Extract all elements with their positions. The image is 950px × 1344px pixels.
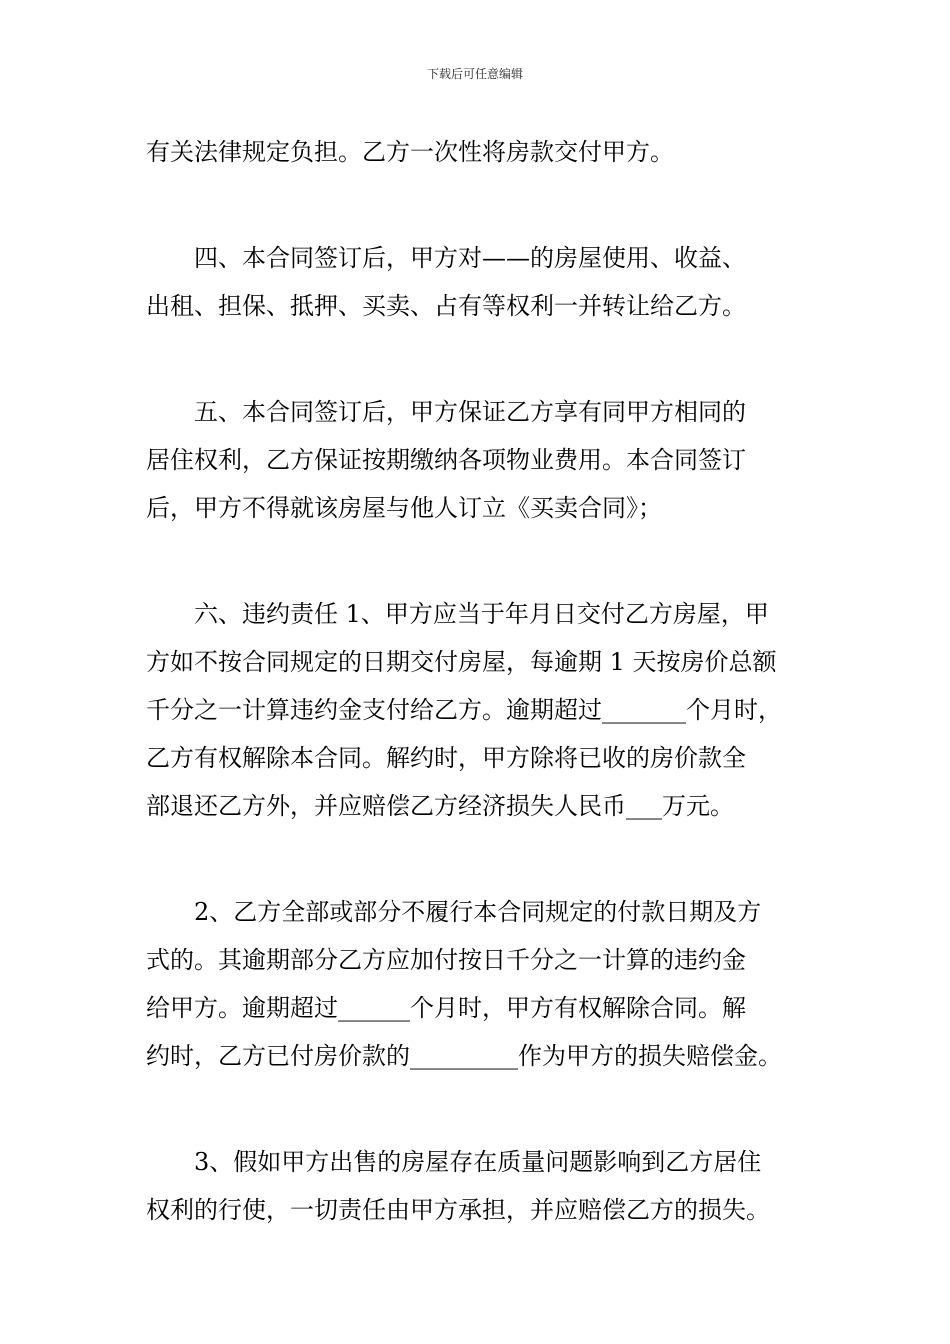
paragraph-spacer (146, 330, 836, 388)
text-line: 六、违约责任 1、甲方应当于年月日交付乙方房屋，甲 (194, 600, 769, 628)
paragraph-clause-6-2 (146, 888, 836, 1080)
text-line: 有关法律规定负担。乙方一次性将房款交付甲方。 (146, 138, 674, 166)
text-line: 式的。其逾期部分乙方应加付按日千分之一计算的违约金 (146, 946, 746, 974)
text-line: 居住权利，乙方保证按期缴纳各项物业费用。本合同签订 (146, 446, 746, 474)
paragraph-payment-continuation (146, 128, 836, 176)
text-line: 出租、担保、抵押、买卖、占有等权利一并转让给乙方。 (146, 292, 746, 320)
paragraph-spacer (146, 176, 836, 234)
page-header: 下载后可任意编辑 (426, 67, 523, 81)
text-line: 千分之一计算违约金支付给乙方。逾期超过_______个月时， (146, 696, 782, 724)
document-body (146, 128, 836, 1234)
text-line: 约时，乙方已付房价款的_________作为甲方的损失赔偿金。 (146, 1042, 782, 1070)
text-line: 给甲方。逾期超过______个月时，甲方有权解除合同。解 (146, 994, 746, 1022)
text-line: 权利的行使，一切责任由甲方承担，并应赔偿乙方的损失。 (146, 1196, 770, 1224)
paragraph-clause-6 (146, 590, 836, 830)
text-line: 后，甲方不得就该房屋与他人订立《买卖合同》； (146, 494, 662, 522)
paragraph-spacer (146, 532, 836, 590)
paragraph-clause-4 (146, 234, 836, 330)
paragraph-spacer (146, 830, 836, 888)
text-line: 3、假如甲方出售的房屋存在质量问题影响到乙方居住 (194, 1148, 762, 1176)
text-line: 乙方有权解除本合同。解约时，甲方除将已收的房价款全 (146, 744, 746, 772)
text-line: 部退还乙方外，并应赔偿乙方经济损失人民币___万元。 (146, 792, 734, 820)
paragraph-clause-5 (146, 388, 836, 532)
text-line: 五、本合同签订后，甲方保证乙方享有同甲方相同的 (194, 398, 746, 426)
paragraph-clause-6-3 (146, 1138, 836, 1234)
paragraph-spacer (146, 1080, 836, 1138)
text-line: 方如不按合同规定的日期交付房屋，每逾期 1 天按房价总额 (146, 648, 777, 676)
text-line: 四、本合同签订后，甲方对——的房屋使用、收益、 (194, 244, 746, 272)
text-line: 2、乙方全部或部分不履行本合同规定的付款日期及方 (194, 898, 762, 926)
